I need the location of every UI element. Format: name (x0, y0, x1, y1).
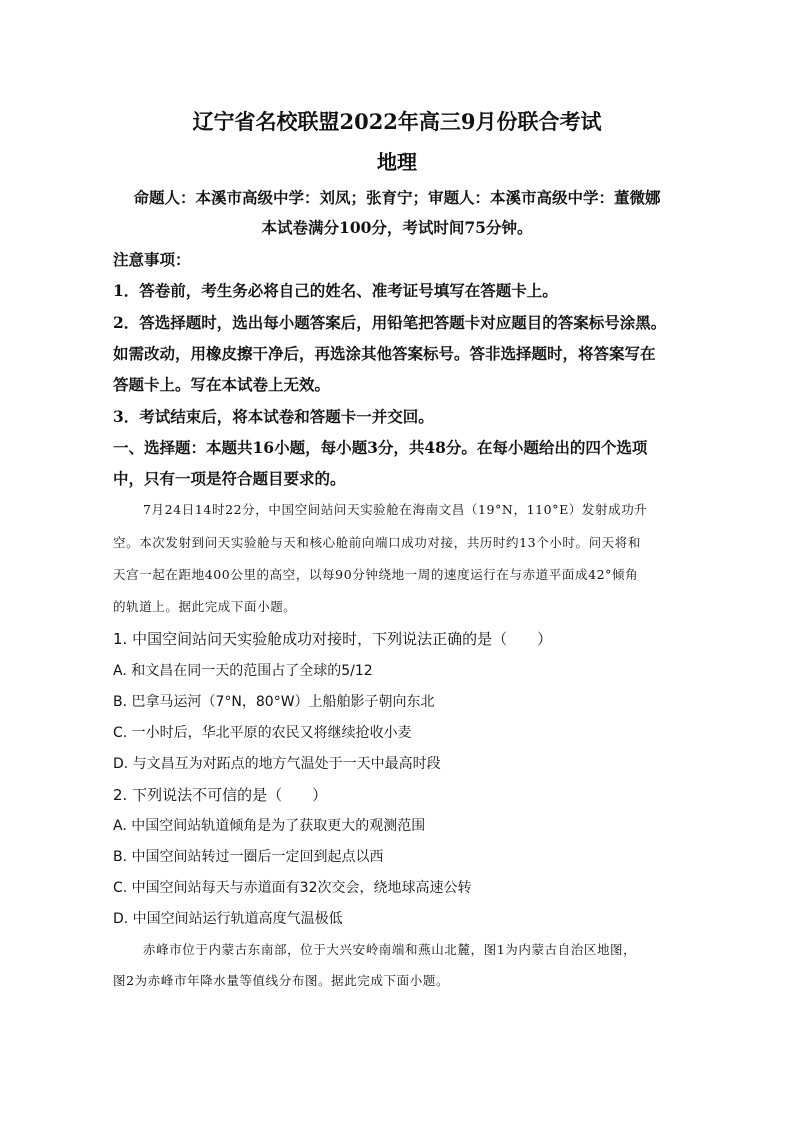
passage-1-line-2: 空。本次发射到问天实验舱与天和核心舱前向端口成功对接，共历时约13个小时。问天将和 (113, 535, 642, 550)
section-heading-line-1: 一、选择题：本题共16小题，每小题3分，共48分。在每小题给出的四个选项 (113, 438, 648, 457)
question-2-option-c: C. 中国空间站每天与赤道面有32次交会，绕地球高速公转 (113, 880, 472, 896)
note-item-2-line-2: 如需改动，用橡皮擦干净后，再选涂其他答案标号。答非选择题时，将答案写在 (113, 344, 656, 363)
section-heading-line-2: 中，只有一项是符合题目要求的。 (113, 469, 346, 488)
passage-2-line-1: 赤峰市位于内蒙古东南部，位于大兴安岭南端和燕山北麓，图1为内蒙古自治区地图， (143, 942, 637, 957)
exam-info-line: 本试卷满分100分，考试时间75分钟。 (261, 218, 533, 237)
passage-1-line-1: 7月24日14时22分，中国空间站问天实验舱在海南文昌（19°N，110°E）发射成功升 (143, 502, 648, 517)
authors-line: 命题人：本溪市高级中学：刘凤；张育宁；审题人：本溪市高级中学：董微娜 (133, 188, 661, 207)
question-2-option-a: A. 中国空间站轨道倾角是为了获取更大的观测范围 (113, 818, 426, 834)
question-1-option-d: D. 与文昌互为对跖点的地方气温处于一天中最高时段 (113, 756, 441, 772)
exam-title: 辽宁省名校联盟2022年高三9月份联合考试 (192, 109, 602, 134)
notes-heading: 注意事项： (113, 250, 191, 269)
question-2-stem: 2. 下列说法不可信的是（ ） (113, 786, 328, 804)
question-1-stem: 1. 中国空间站问天实验舱成功对接时，下列说法正确的是（ ） (113, 630, 553, 648)
subject-title: 地理 (377, 150, 417, 174)
note-item-2-line-1: 2．答选择题时，选出每小题答案后，用铅笔把答题卡对应题目的答案标号涂黑。 (113, 313, 667, 332)
question-2-option-b: B. 中国空间站转过一圈后一定回到起点以西 (113, 849, 384, 865)
note-item-3: 3．考试结束后，将本试卷和答题卡一并交回。 (113, 407, 434, 426)
note-item-1: 1．答卷前，考生务必将自己的姓名、准考证号填写在答题卡上。 (113, 281, 558, 300)
passage-1-line-3: 天宫一起在距地400公里的高空，以每90分钟绕地一周的速度运行在与赤道平面成42°倾角 (113, 567, 639, 582)
question-1-option-c: C. 一小时后，华北平原的农民又将继续抢收小麦 (113, 725, 412, 741)
question-1-option-a: A. 和文昌在同一天的范围占了全球的5/12 (113, 663, 373, 679)
question-2-option-d: D. 中国空间站运行轨道高度气温极低 (113, 911, 343, 927)
passage-1-line-4: 的轨道上。据此完成下面小题。 (113, 599, 297, 614)
question-1-option-b: B. 巴拿马运河（7°N，80°W）上船舶影子朝向东北 (113, 694, 435, 710)
passage-2-line-2: 图2为赤峰市年降水量等值线分布图。据此完成下面小题。 (113, 973, 450, 988)
note-item-2-line-3: 答题卡上。写在本试卷上无效。 (113, 375, 331, 394)
